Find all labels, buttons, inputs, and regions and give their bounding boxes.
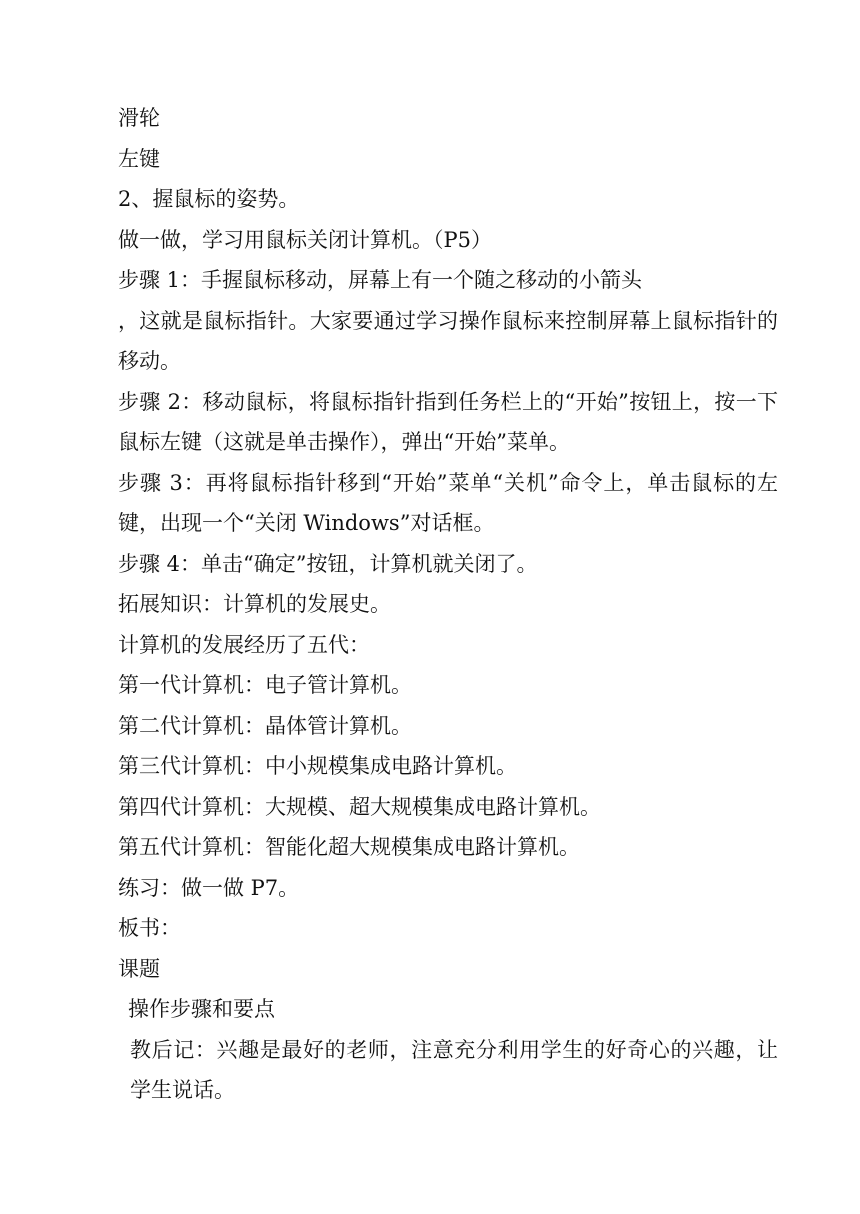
text-line-exercise: 练习：做一做 P7。 [118,875,300,900]
text-line-generation-5: 第五代计算机：智能化超大规模集成电路计算机。 [118,835,580,859]
text-line-generation-3: 第三代计算机：中小规模集成电路计算机。 [118,754,517,778]
text-line-generation-4: 第四代计算机：大规模、超大规模集成电路计算机。 [118,794,601,819]
text-line-step-3: 步骤 3：再将鼠标指针移到“开始”菜单“关机”命令上，单击鼠标的左键，出现一个“关闭 Windows”对话框。 [118,470,778,535]
text-line-step-1: 步骤 1：手握鼠标移动，屏幕上有一个随之移动的小箭头 [118,268,643,292]
text-line-step-1-continued: ，这就是鼠标指针。大家要通过学习操作鼠标来控制屏幕上鼠标指针的移动。 [118,308,778,373]
text-line-mouse-grip: 2、握鼠标的姿势。 [118,187,300,211]
text-line-extension-knowledge: 拓展知识：计算机的发展史。 [118,592,391,616]
text-line-scroll-wheel: 滑轮 [118,106,160,130]
text-line-five-generations: 计算机的发展经历了五代： [118,632,370,657]
text-line-step-4: 步骤 4：单击“确定”按钮，计算机就关闭了。 [118,551,538,576]
document-page [118,98,778,1111]
text-line-left-button: 左键 [118,146,160,171]
text-line-teaching-reflection: 教后记：兴趣是最好的老师，注意充分利用学生的好奇心的兴趣，让学生说话。 [130,1037,778,1102]
text-line-generation-1: 第一代计算机：电子管计算机。 [118,673,412,697]
text-line-board-notes: 板书： [118,916,181,940]
text-line-generation-2: 第二代计算机：晶体管计算机。 [118,713,412,738]
text-line-try-it: 做一做，学习用鼠标关闭计算机。（P5） [118,227,492,252]
text-line-steps-and-points: 操作步骤和要点 [128,997,275,1021]
text-line-lesson-title: 课题 [118,956,160,981]
text-line-step-2: 步骤 2：移动鼠标，将鼠标指针指到任务栏上的“开始”按钮上，按一下鼠标左键（这就是单击操作），弹出“开始”菜单。 [118,389,778,454]
